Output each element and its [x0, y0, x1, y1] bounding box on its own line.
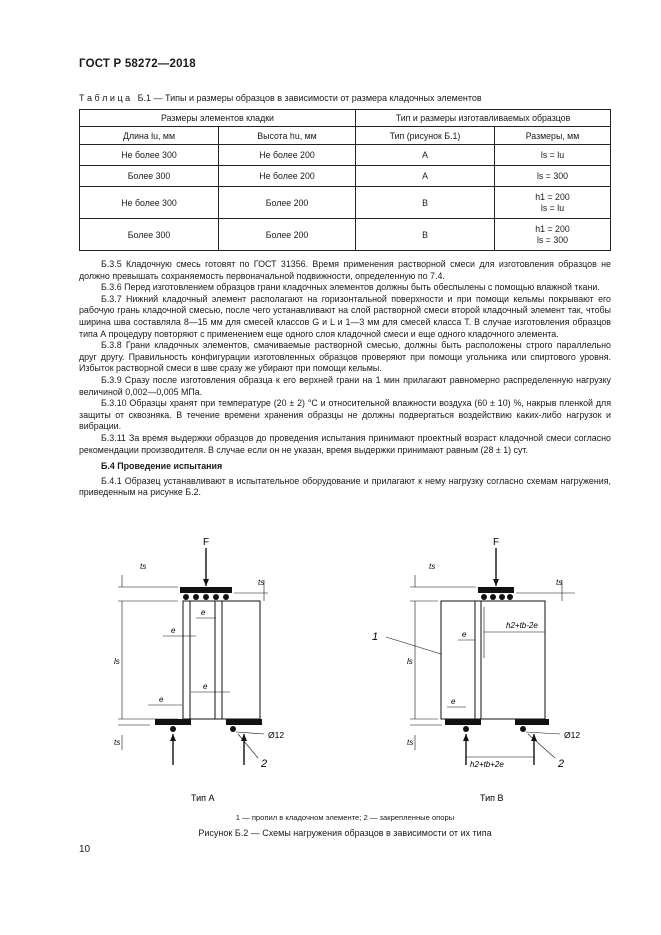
table-row — [80, 166, 611, 187]
type-a-label: Тип А — [191, 793, 215, 803]
table-cell-line: ls = lu — [540, 202, 565, 213]
table-cell: А — [356, 145, 495, 166]
roller-a — [223, 594, 229, 600]
table-cell-line: h1 = 200 — [535, 223, 570, 234]
table-cell: Не более 300 — [80, 187, 219, 219]
dia-label-a: Ø12 — [268, 730, 285, 740]
paragraph-b311: Б.3.11 За время выдержки образцов до проведения испытания принимают проектный возраст кладочной смеси согласно рекомендации производителя. В случае если он не указан, время выдержки принимают равным (28 ± 1) сут. — [79, 432, 611, 455]
table-cell: ls = 300 — [495, 166, 611, 187]
e-label-a: e — [159, 695, 164, 704]
table-cell-line: ls = 300 — [536, 234, 569, 245]
table-cell: ls = lu — [495, 145, 611, 166]
page-header-title: ГОСТ Р 58272—2018 — [79, 58, 196, 70]
table-cell: Не более 200 — [219, 166, 356, 187]
table-caption: Т а б л и ц а Б.1 — Типы и размеры образцов в зависимости от размера кладочных элементов — [79, 93, 482, 103]
paragraph-b39: Б.3.9 Сразу после изготовления образца к его верхней грани на 1 мин прилагают равномерно распределенную нагрузку величиной 0,002—0,005 МПа. — [79, 374, 611, 397]
loading-schemes-figure — [0, 530, 661, 813]
paragraph-b37: Б.3.7 Нижний кладочный элемент располагают на горизонтальной поверхности и при помощи кельмы покрывают его рабочую грань кладочной смесью, после чего устанавливают на слой растворной смеси второй кладочный элемент так, чтобы ширина шва составляла 8—15 мм для смесей классов G и L и 1—3 мм для смесей класса Т. В случае изготовления образцов типа А процедуру повторяют с применением еще одного слоя кладочной смеси и еще одного кладочного элемента. — [79, 293, 611, 339]
e-label-a: e — [201, 608, 206, 617]
group-header-masonry: Размеры элементов кладки — [80, 110, 356, 127]
callout-2-b: 2 — [558, 758, 565, 770]
paragraph-b41: Б.4.1 Образец устанавливают в испытательное оборудование и прилагают к нему нагрузку согласно схемам нагружения, приведенным на рисунке Б.2. — [79, 475, 611, 498]
roller-b — [463, 726, 469, 732]
table-cell: Более 300 — [80, 166, 219, 187]
table-cell: Более 200 — [219, 219, 356, 251]
roller-a — [203, 594, 209, 600]
table-cell-line: h1 = 200 — [535, 191, 570, 202]
ts-label-b: ts — [429, 562, 436, 571]
leader-2-a — [238, 734, 258, 758]
bottom-plate-right-b — [515, 719, 549, 725]
dia-leader-a — [236, 732, 264, 734]
table-cell: А — [356, 166, 495, 187]
diagram-type-a — [114, 537, 284, 803]
roller-b — [481, 594, 487, 600]
body-text — [79, 259, 611, 499]
table-cell: Более 200 — [219, 187, 356, 219]
leader-2-b — [528, 734, 555, 758]
ls-label-a: ls — [114, 657, 120, 666]
paragraph-b35: Б.3.5 Кладочную смесь готовят по ГОСТ 31356. Время применения растворной смеси для изготовления образцов не должно превышать сохраняемость первоначальной подвижности, определенную по 7.4. — [79, 259, 611, 281]
col-header-length: Длина lu, мм — [80, 127, 219, 145]
paragraph-b38: Б.3.8 Грани кладочных элементов, смачиваемые растворной смесью, должны быть расположены строго параллельно друг другу. Правильность конфигурации изготовленных образцов проверяют при помощи угольника или спиртового уровня. Избыток растворной смеси в шве сразу же убирают при помощи кельмы. — [79, 340, 611, 374]
top-plate-a — [180, 587, 232, 593]
force-label-b: F — [493, 537, 500, 548]
h2-bottom-label: h2+tb+2e — [470, 760, 504, 769]
support-roller-a — [230, 726, 236, 732]
table-header-row — [80, 127, 611, 145]
roller-a — [193, 594, 199, 600]
bottom-plate-left-b — [445, 719, 481, 725]
roller-a — [170, 726, 176, 732]
table-row — [80, 145, 611, 166]
force-label-a: F — [203, 537, 210, 548]
e-label-a: e — [203, 682, 208, 691]
leader-1-b — [386, 637, 441, 654]
tb-label-a: ts — [114, 738, 121, 747]
top-plate-b — [478, 587, 514, 593]
h2-top-label: h2+tb-2e — [506, 621, 538, 630]
bottom-plate-left-a — [155, 719, 191, 725]
roller-b — [499, 594, 505, 600]
col-header-type: Тип (рисунок Б.1) — [356, 127, 495, 145]
table-cell: Не более 300 — [80, 145, 219, 166]
dia-label-b: Ø12 — [564, 730, 581, 740]
type-b-label: Тип В — [480, 793, 504, 803]
table-row — [80, 219, 611, 251]
roller-b — [490, 594, 496, 600]
dia-leader-b — [526, 732, 560, 734]
group-header-samples: Тип и размеры изготавливаемых образцов — [356, 110, 611, 127]
specimen-b — [441, 601, 545, 719]
e-label-b: e — [451, 697, 456, 706]
roller-a — [213, 594, 219, 600]
callout-2-a: 2 — [261, 758, 268, 770]
callout-1-b: 1 — [372, 631, 379, 643]
figure-caption: Рисунок Б.2 — Схемы нагружения образцов в зависимости от их типа — [198, 828, 492, 838]
table-cell — [495, 219, 611, 251]
table-cell: Не более 200 — [219, 145, 356, 166]
roller-b — [507, 594, 513, 600]
ts-label-b2: ts — [556, 578, 563, 587]
table-cell — [495, 187, 611, 219]
page-number: 10 — [79, 844, 91, 855]
table-cell: В — [356, 187, 495, 219]
bottom-plate-right-a — [226, 719, 262, 725]
table-cell: В — [356, 219, 495, 251]
roller-a — [183, 594, 189, 600]
paragraph-b36: Б.3.6 Перед изготовлением образцов грани кладочных элементов должны быть обеспылены с помощью влажной ткани. — [101, 282, 600, 293]
e-label-b: e — [462, 630, 467, 639]
data-table — [79, 109, 611, 251]
ls-label-b: ls — [407, 657, 413, 666]
diagram-type-b — [372, 537, 580, 803]
table-cell: Более 300 — [80, 219, 219, 251]
paragraph-b310: Б.3.10 Образцы хранят при температуре (20 ± 2) °С и относительной влажности воздуха (60 ± 10) %, накрыв пленкой для защиты от сквозняка. В течение времени хранения образцы не должны подвергаться воздействию каких-либо нагрузок и вибрации. — [79, 398, 611, 432]
table-row — [80, 187, 611, 219]
e-label-a: e — [171, 626, 176, 635]
section-title-b4: Б.4 Проведение испытания — [101, 461, 223, 472]
figure-legend: 1 — пропил в кладочном элементе; 2 — закрепленные опоры — [235, 813, 455, 822]
tb-label-b: ts — [407, 738, 414, 747]
table-group-header-row — [80, 110, 611, 127]
col-header-height: Высота hu, мм — [219, 127, 356, 145]
col-header-sizes: Размеры, мм — [495, 127, 611, 145]
ts-label-a2: ts — [258, 578, 265, 587]
support-roller-b — [520, 726, 526, 732]
ts-label-a: ts — [140, 562, 147, 571]
